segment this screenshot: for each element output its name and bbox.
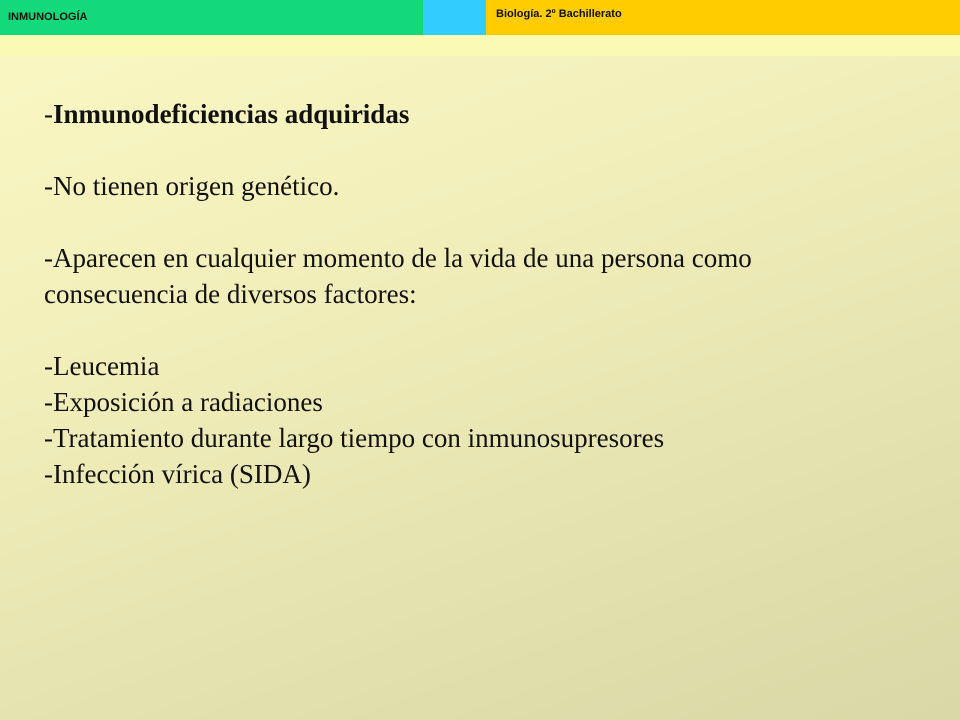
header-blue-block: [423, 0, 486, 35]
title-text: Inmunodeficiencias adquiridas: [53, 99, 410, 129]
slide-header: [0, 0, 960, 35]
subject-label: INMUNOLOGÍA: [8, 11, 88, 23]
course-label: Biología. 2º Bachillerato: [496, 8, 622, 20]
factor-item: -Infección vírica (SIDA): [44, 459, 311, 489]
factor-item: -Exposición a radiaciones: [44, 387, 323, 417]
spacer: [44, 312, 924, 348]
factor-item: -Leucemia: [44, 351, 160, 381]
spacer: [44, 132, 924, 168]
slide-content: [44, 96, 924, 492]
point-appear-anytime-line-1: -Aparecen en cualquier momento de la vida de una persona como: [44, 243, 752, 273]
header-band: [0, 35, 960, 56]
slide-title: [44, 96, 924, 132]
title-dash: -: [44, 99, 53, 129]
spacer: [44, 204, 924, 240]
factor-item: -Tratamiento durante largo tiempo con inmunosupresores: [44, 423, 665, 453]
point-appear-anytime-line-2: consecuencia de diversos factores:: [44, 279, 417, 309]
point-no-genetic-origin: -No tienen origen genético.: [44, 171, 340, 201]
